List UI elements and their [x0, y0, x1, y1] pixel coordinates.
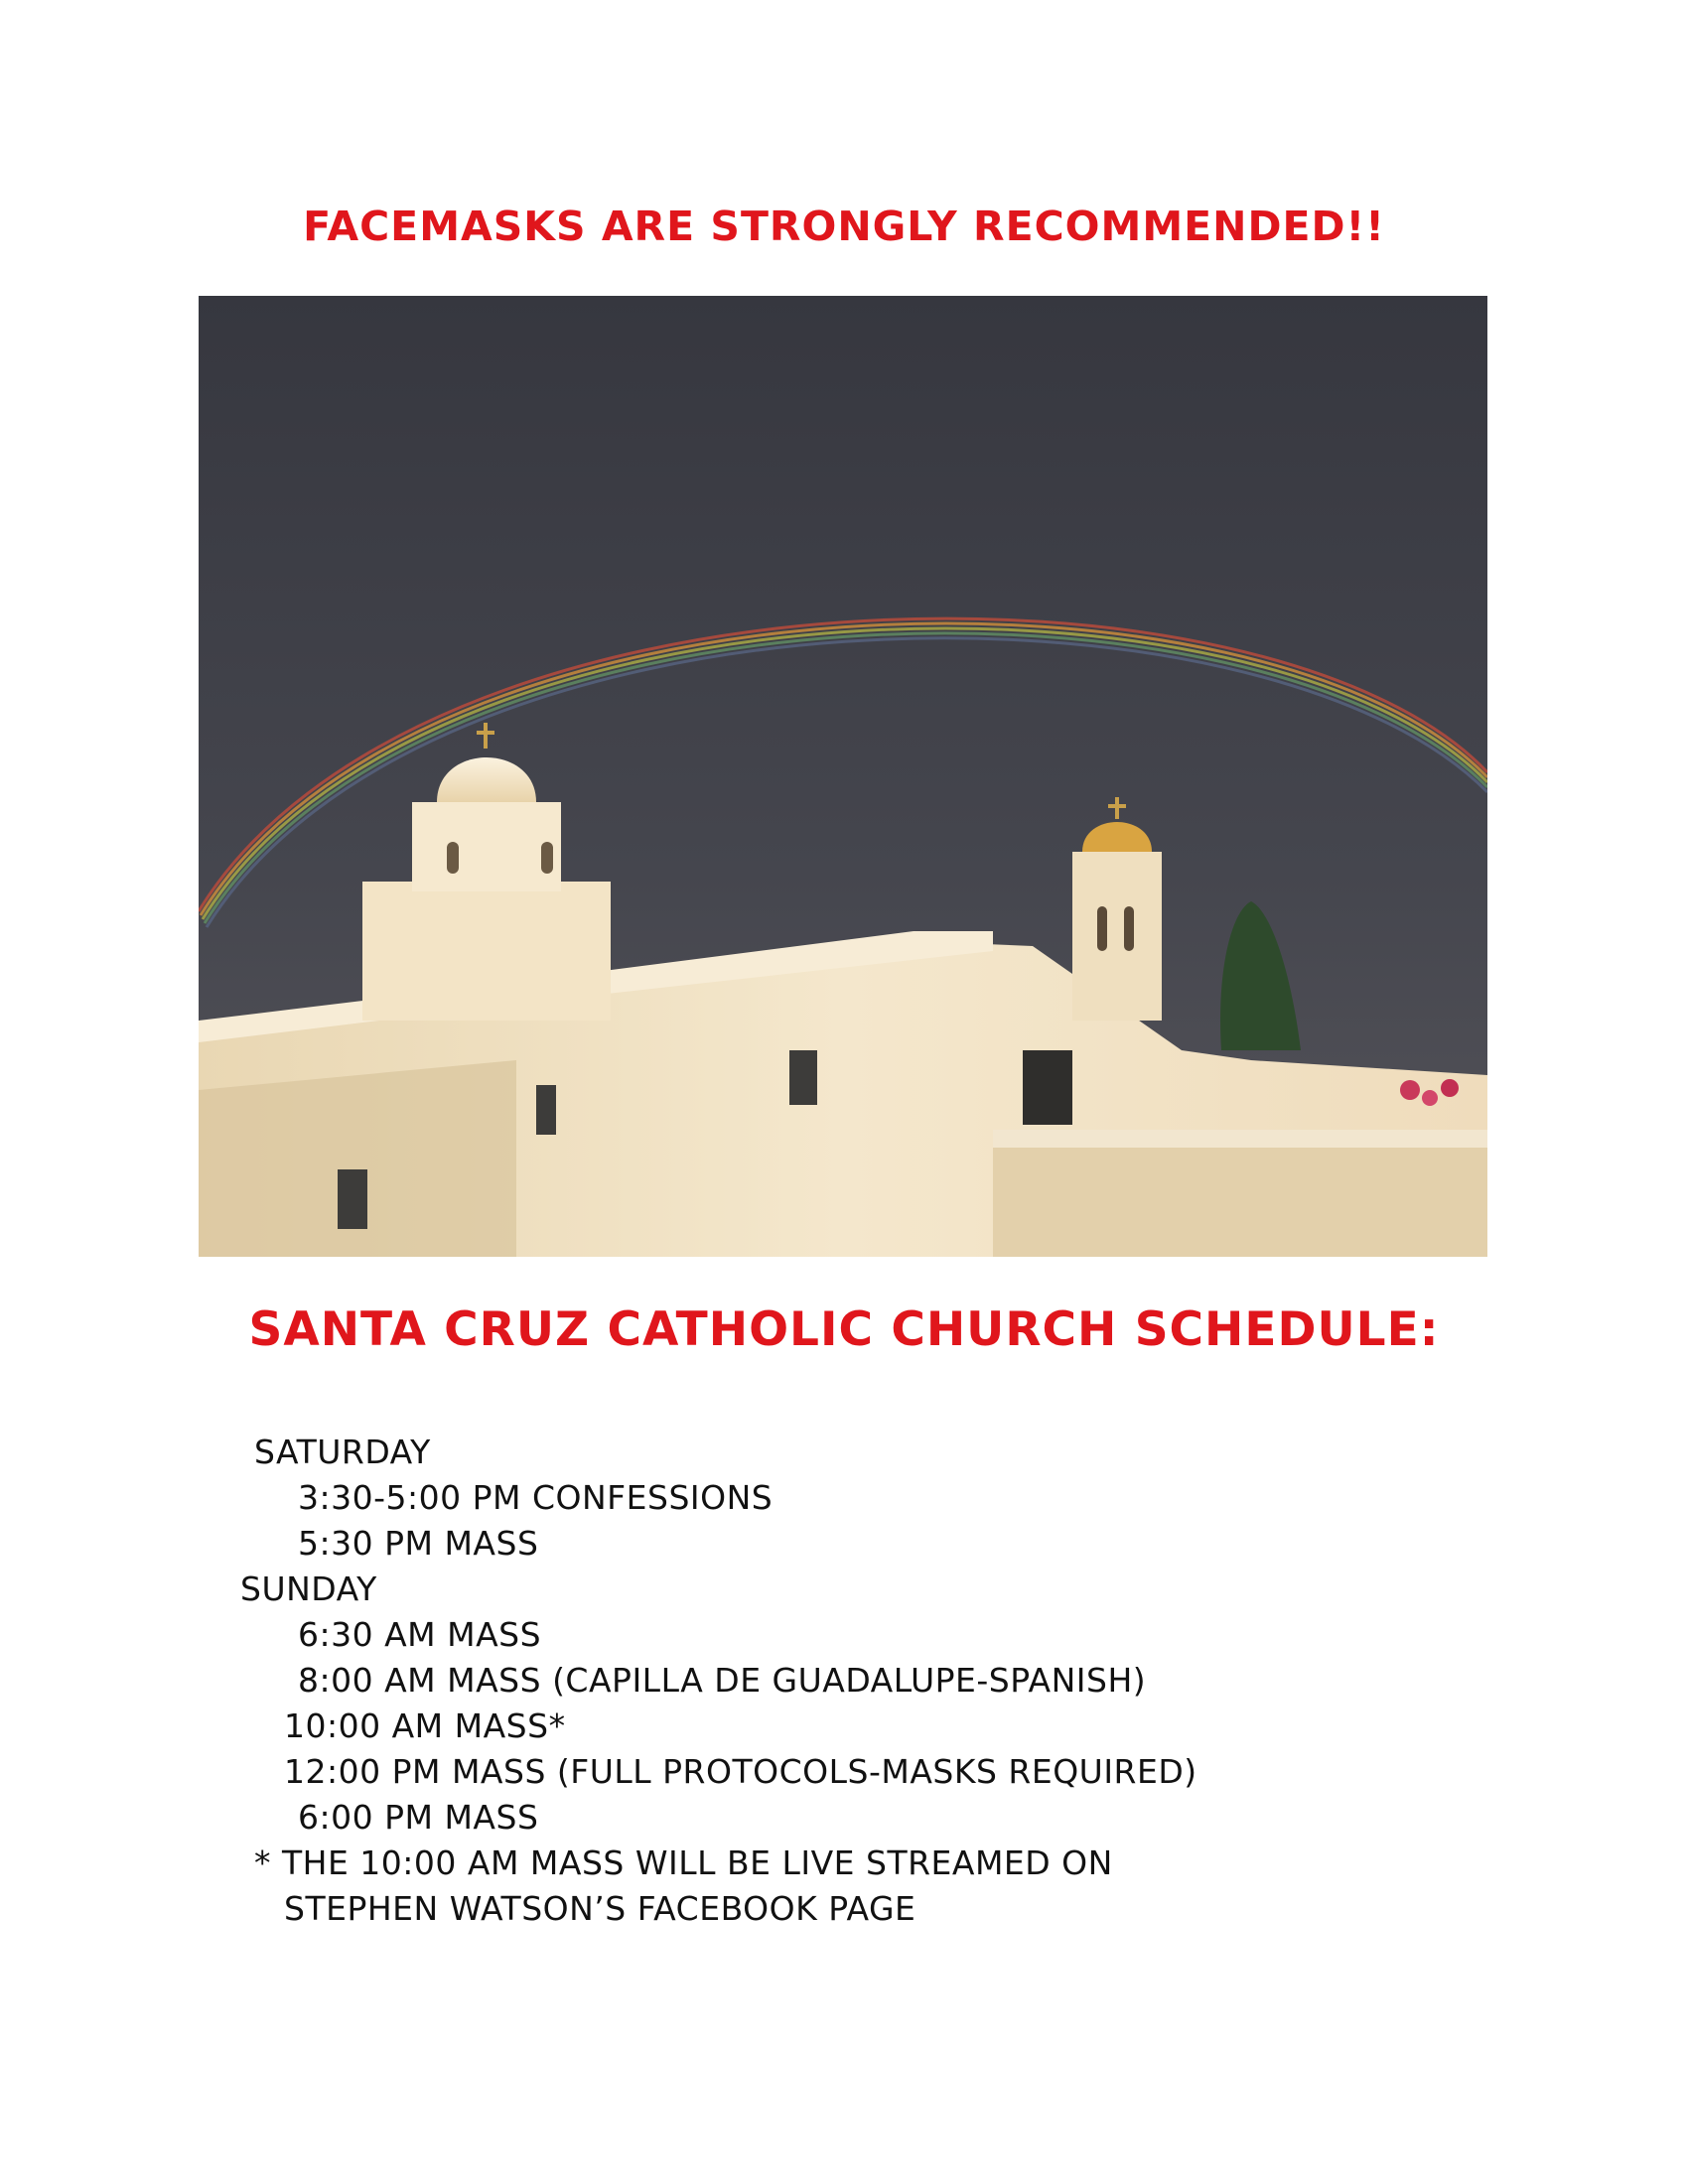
facemask-notice: FACEMASKS ARE STRONGLY RECOMMENDED!! — [303, 203, 1385, 250]
day-heading-sunday: SUNDAY — [240, 1570, 377, 1608]
schedule-item: 10:00 AM MASS* — [284, 1706, 566, 1745]
schedule-item: 6:30 AM MASS — [298, 1615, 542, 1654]
schedule-item: 6:00 PM MASS — [298, 1798, 539, 1837]
mass-schedule — [0, 1430, 1688, 1966]
day-heading-saturday: SATURDAY — [254, 1433, 431, 1471]
schedule-item: 8:00 AM MASS (CAPILLA DE GUADALUPE-SPANISH) — [298, 1661, 1147, 1700]
schedule-title: SANTA CRUZ CATHOLIC CHURCH SCHEDULE: — [248, 1302, 1440, 1357]
schedule-item: 5:30 PM MASS — [298, 1524, 539, 1563]
church-rainbow-photo — [199, 296, 1487, 1257]
schedule-item: 3:30-5:00 PM CONFESSIONS — [298, 1478, 774, 1517]
footnote-line: * THE 10:00 AM MASS WILL BE LIVE STREAMED ON — [254, 1843, 1113, 1882]
schedule-item: 12:00 PM MASS (FULL PROTOCOLS-MASKS REQUIRED) — [284, 1752, 1197, 1791]
footnote-line: STEPHEN WATSON’S FACEBOOK PAGE — [284, 1889, 916, 1928]
